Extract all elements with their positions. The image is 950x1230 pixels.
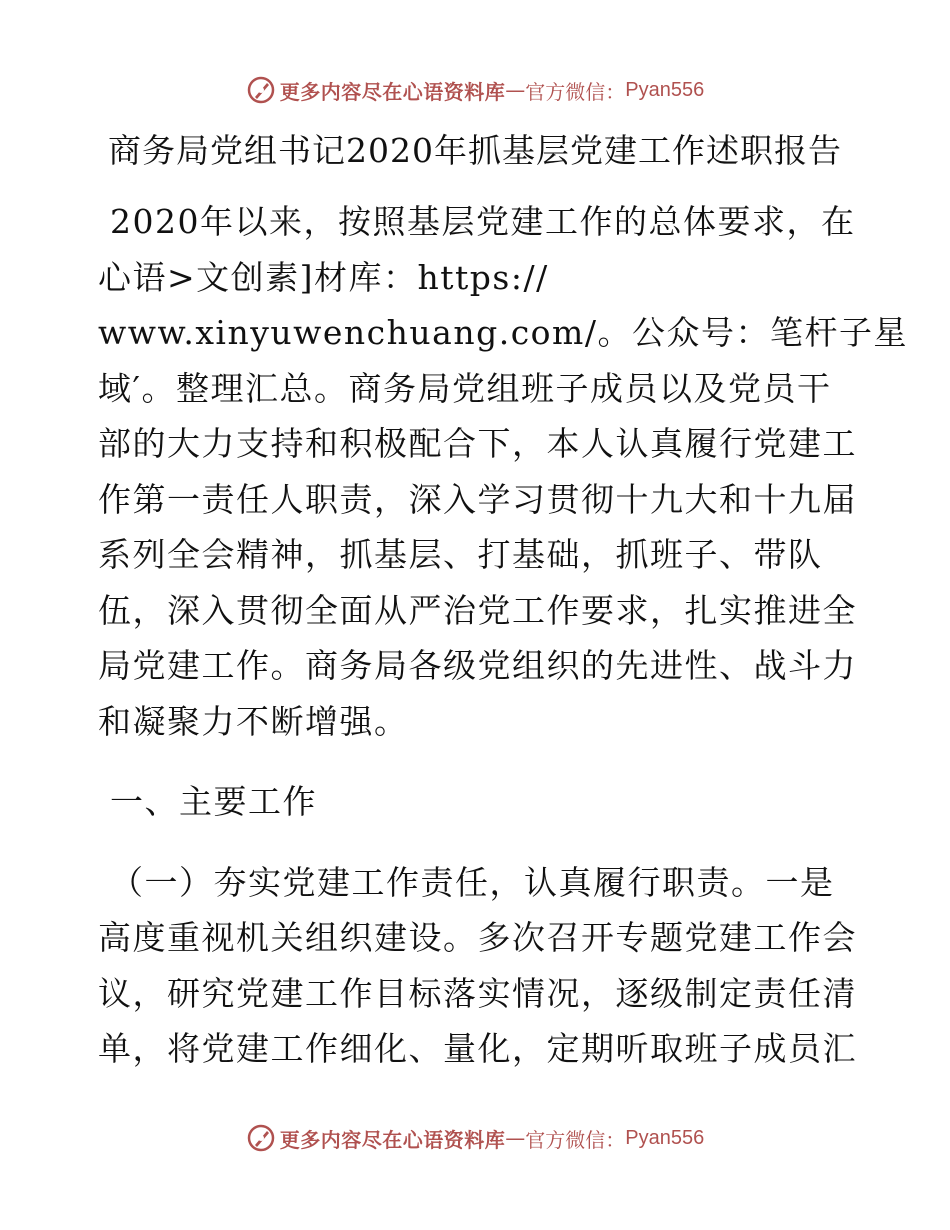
text-line: 局党建工作。商务局各级党组织的先进性、战斗力 xyxy=(98,646,857,685)
text-line: 高度重视机关组织建设。多次召开专题党建工作会 xyxy=(98,918,857,957)
text-line: 伍，深入贯彻全面从严治党工作要求，扎实推进全 xyxy=(98,590,857,630)
text-line: 系列全会精神，抓基层、打基础，抓班子、带队 xyxy=(98,535,823,574)
paragraph-intro xyxy=(98,194,908,749)
watermark-text: 更多内容尽在心语资料库 xyxy=(279,79,506,104)
text-line: www.xinyuwenchuang.com/。公众号：笔杆子星 xyxy=(98,313,908,352)
document-body xyxy=(98,194,908,1077)
quill-logo-icon xyxy=(246,1123,276,1153)
text-line: 单，将党建工作细化、量化，定期听取班子成员汇 xyxy=(98,1029,857,1068)
text-line: 部的大力支持和积极配合下，本人认真履行党建工 xyxy=(98,424,857,463)
text-line: 域′。整理汇总。商务局党组班子成员以及党员干 xyxy=(98,368,832,408)
heading-text: 一、主要工作 xyxy=(110,782,317,821)
text-line: 作第一责任人职责，深入学习贯彻十九大和十九届 xyxy=(98,479,857,519)
watermark-wechat-label: 官方微信： xyxy=(525,79,626,104)
watermark-footer xyxy=(0,1118,950,1158)
watermark-header xyxy=(0,70,950,110)
text-line: 心语>文创素]材库：https:// xyxy=(98,257,549,297)
watermark-separator: — xyxy=(505,1126,526,1150)
document-title: 商务局党组书记2020年抓基层党建工作述职报告 xyxy=(108,131,842,170)
watermark-separator: — xyxy=(505,78,526,102)
watermark-wechat-id: Pyan556 xyxy=(625,78,705,101)
text-line: 2020年以来，按照基层党建工作的总体要求，在 xyxy=(110,202,856,241)
quill-logo-icon xyxy=(246,75,276,105)
watermark-wechat-label: 官方微信： xyxy=(525,1127,626,1152)
watermark-wechat-id: Pyan556 xyxy=(625,1126,705,1149)
section-heading xyxy=(98,774,858,830)
text-line: 和凝聚力不断增强。 xyxy=(98,701,409,741)
text-line: （一）夯实党建工作责任，认真履行职责。一是 xyxy=(110,862,835,902)
watermark-text: 更多内容尽在心语资料库 xyxy=(279,1127,506,1152)
text-line: 议，研究党建工作目标落实情况，逐级制定责任清 xyxy=(98,973,857,1013)
paragraph-main-work xyxy=(98,855,858,1077)
